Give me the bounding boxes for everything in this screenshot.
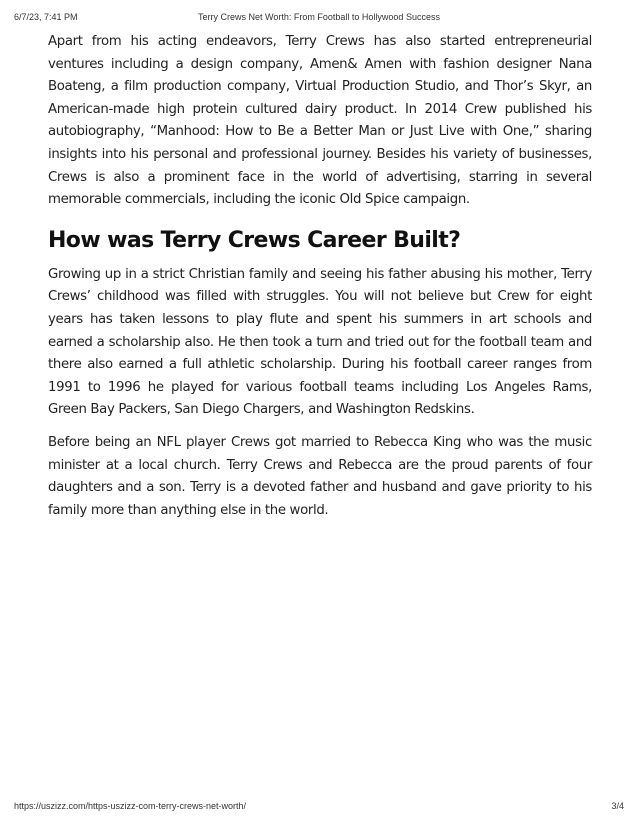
- print-page-title: Terry Crews Net Worth: From Football to Hollywood Success: [198, 12, 440, 22]
- print-url[interactable]: https://uszizz.com/https-uszizz-com-terry-crews-net-worth/: [14, 801, 247, 811]
- article-paragraph: Growing up in a strict Christian family and seeing his father abusing his mother, Terry Crews’ childhood was filled with struggles. You will not believe but Crew for eight years has taken lessons to play flute and spent his summers in art schools and earned a scholarship also. He then took a turn and tried out for the football team and there also earned a full athletic scholarship. During his football career ranges from 1991 to 1996 he played for various football teams including Los Angeles Rams, Green Bay Packers, San Diego Chargers, and Washington Redskins.: [48, 266, 592, 418]
- article-paragraph: Apart from his acting endeavors, Terry Crews has also started entrepreneurial ventures including a design company, Amen& Amen with fashion designer Nana Boateng, a film production company, Virtual Production Studio, and Thor’s Skyr, an American-made high protein cultured dairy product. In 2014 Crew published his autobiography, “Manhood: How to Be a Better Man or Just Live with One,” sharing insights into his personal and professional journey. Besides his variety of businesses, Crews is also a prominent face in the world of advertising, starring in several memorable commercials, including the iconic Old Spice campaign.: [48, 34, 592, 208]
- article-paragraph: Before being an NFL player Crews got married to Rebecca King who was the music minister at a local church. Terry Crews and Rebecca are the proud parents of four daughters and a son. Terry is a devoted father and husband and gave priority to his family more than anything else in the world.: [48, 434, 592, 518]
- page-number: 3/4: [611, 801, 624, 811]
- article-body: [48, 31, 592, 532]
- section-heading: How was Terry Crews Career Built?: [48, 227, 461, 253]
- print-datetime: 6/7/23, 7:41 PM: [14, 12, 78, 22]
